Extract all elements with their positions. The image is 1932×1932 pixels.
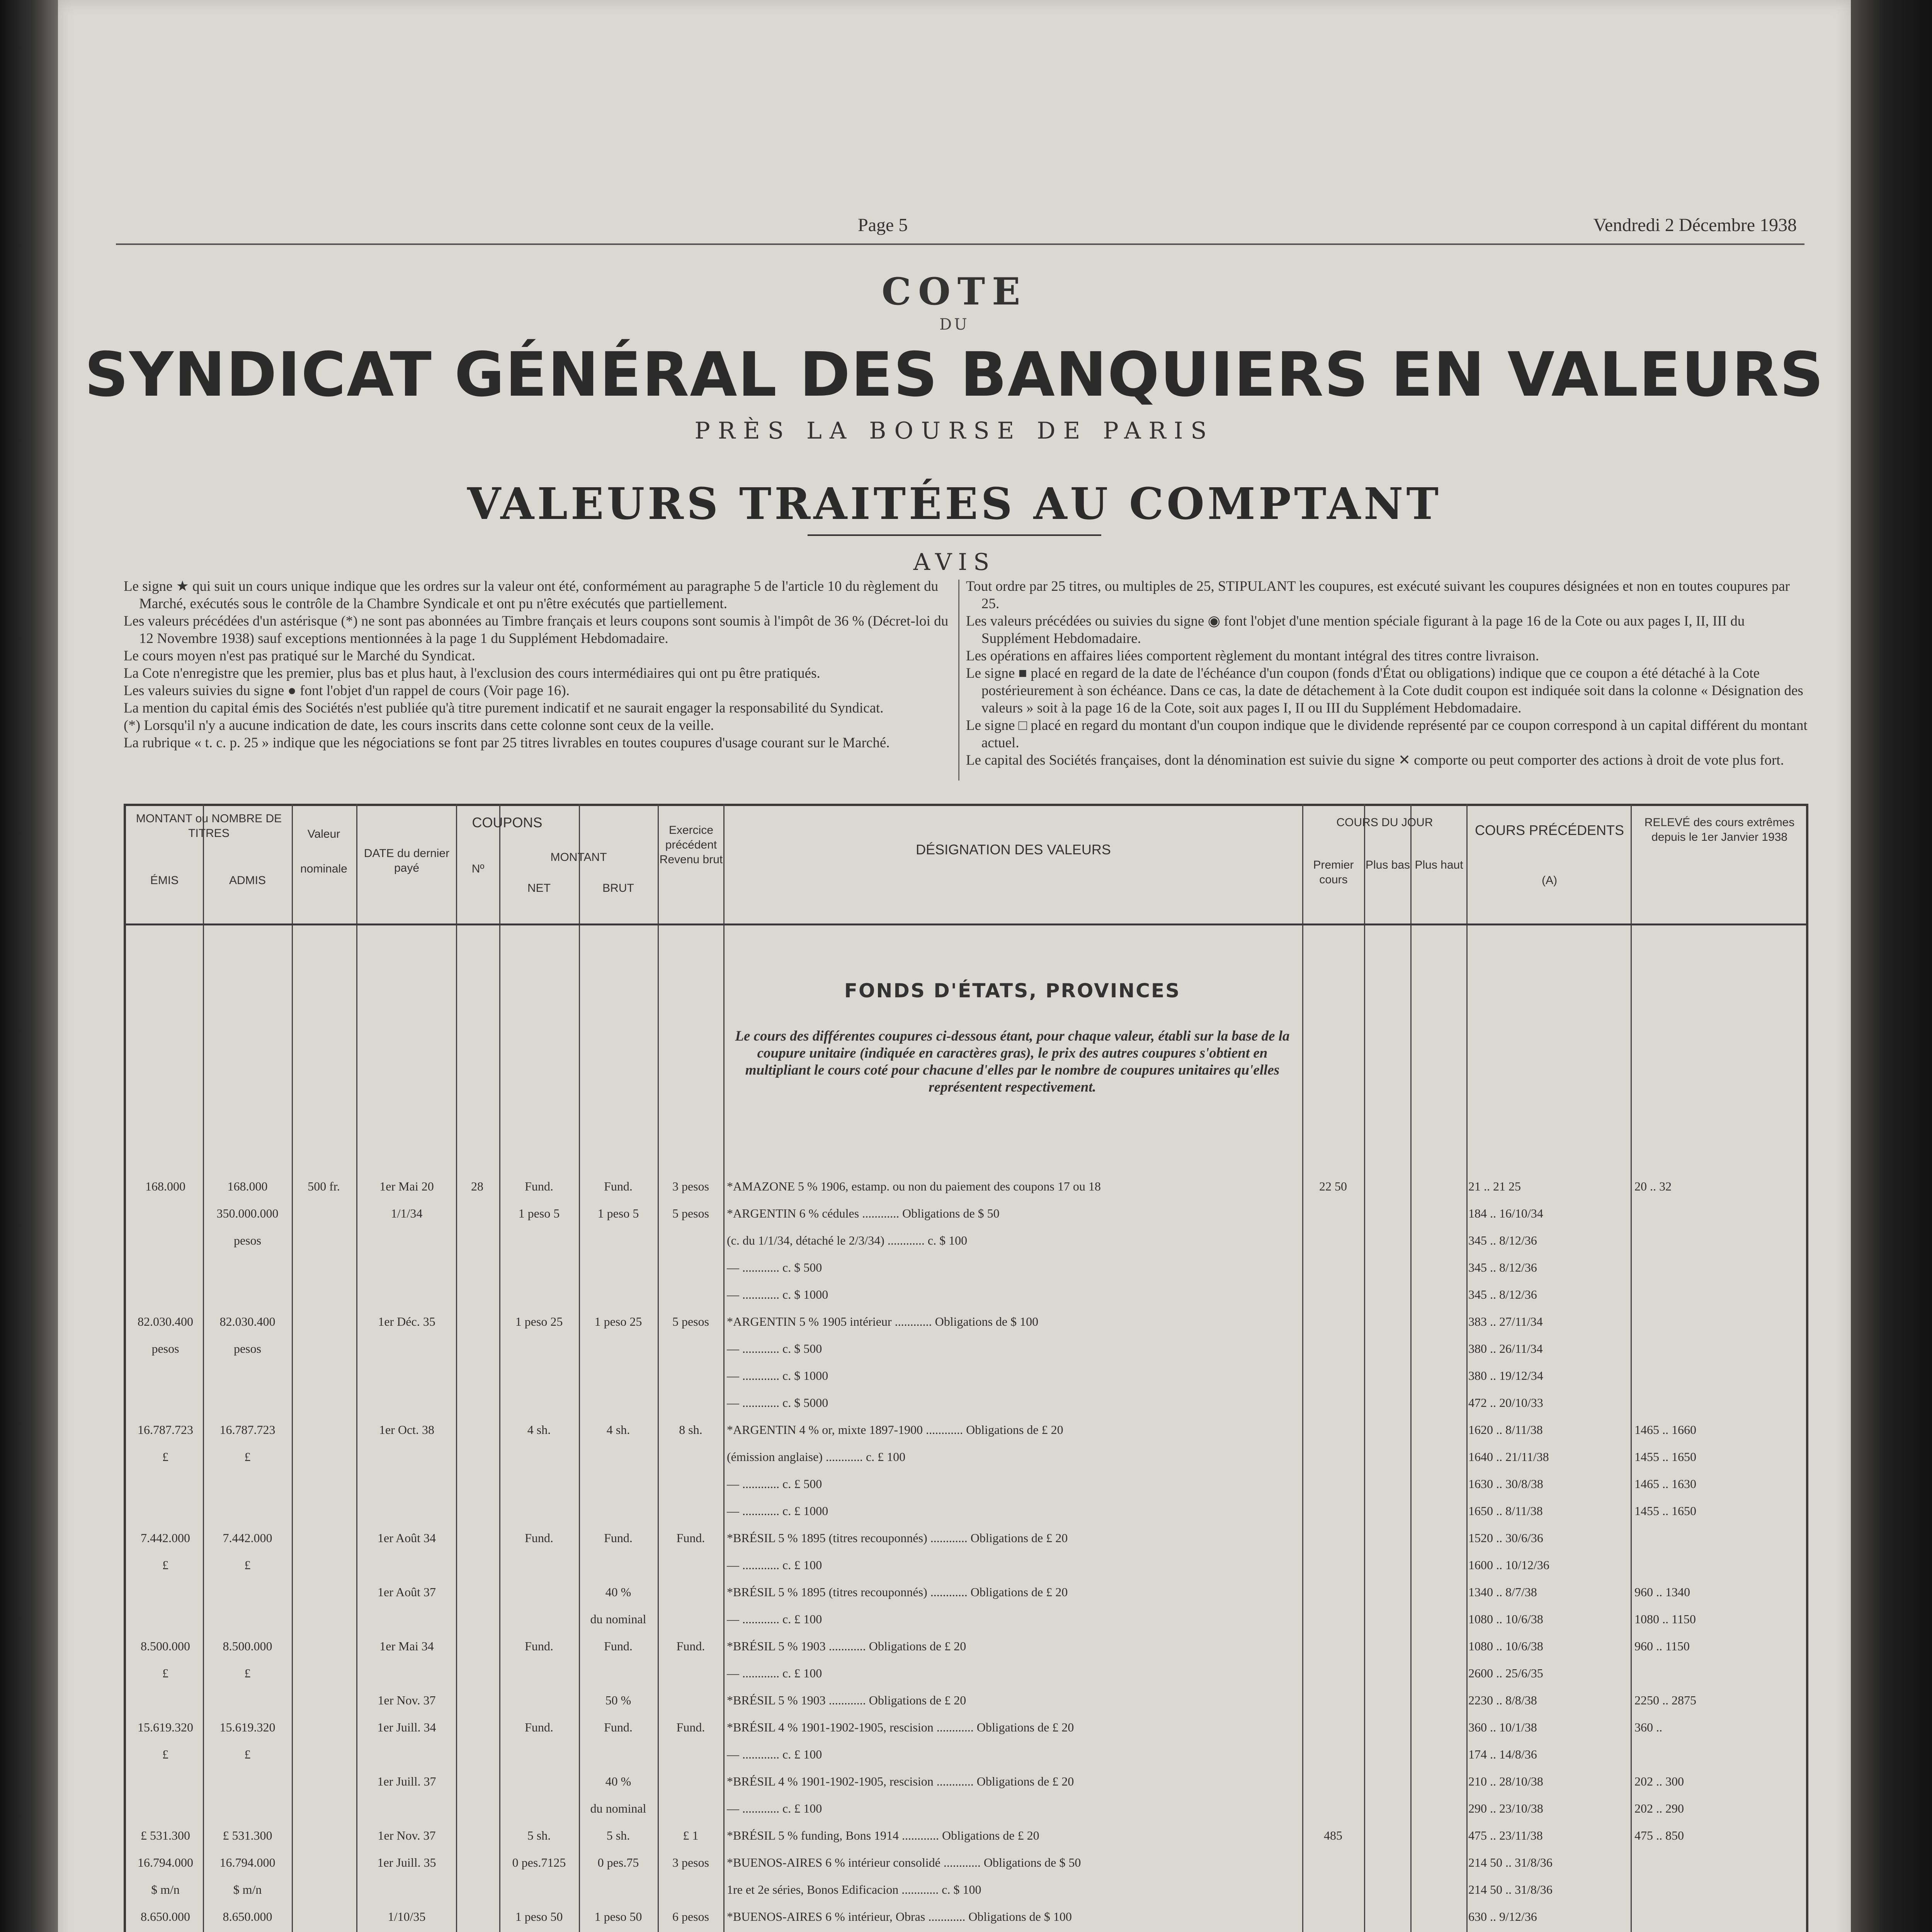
table-row bbox=[58, 1368, 1851, 1395]
cell-releve: 1455 .. 1650 bbox=[1634, 1450, 1696, 1464]
cell-designation: *AMAZONE 5 % 1906, estamp. ou non du paiement des coupons 17 ou 18 bbox=[727, 1179, 1101, 1193]
hdr-nominale: nominale bbox=[300, 862, 347, 875]
page-date: Vendredi 2 Décembre 1938 bbox=[1593, 215, 1797, 235]
cell-admis: 350.000.000 bbox=[216, 1206, 279, 1220]
cell-releve: 960 .. 1340 bbox=[1634, 1585, 1690, 1599]
cell-designation: *BRÉSIL 5 % 1903 ............ Obligations de £ 20 bbox=[727, 1639, 966, 1653]
cell-designation: *ARGENTIN 6 % cédules ............ Obligations de $ 50 bbox=[727, 1206, 1000, 1220]
header-rule bbox=[116, 243, 1804, 245]
cell-date: 1er Mai 20 bbox=[379, 1179, 434, 1193]
avis-paragraph: Les valeurs suivies du signe ● font l'objet d'un rappel de cours (Voir page 16). bbox=[124, 683, 570, 699]
cell-cours-precedents: 21 .. 21 25 bbox=[1468, 1179, 1521, 1193]
cell-designation: — ............ c. £ 100 bbox=[727, 1612, 822, 1626]
cell-revenu: 8 sh. bbox=[679, 1423, 702, 1437]
cell-cours-precedents: 345 .. 8/12/36 bbox=[1468, 1287, 1537, 1301]
cell-revenu: Fund. bbox=[676, 1720, 705, 1734]
cell-designation: — ............ c. $ 1000 bbox=[727, 1287, 828, 1301]
hdr-emis: ÉMIS bbox=[150, 874, 179, 887]
cell-brut: du nominal bbox=[590, 1612, 646, 1626]
running-head bbox=[143, 214, 1797, 242]
table-row bbox=[58, 1611, 1851, 1638]
cell-emis: 7.442.000 bbox=[141, 1531, 190, 1545]
cell-designation: *ARGENTIN 4 % or, mixte 1897-1900 ............ Obligations de £ 20 bbox=[727, 1423, 1063, 1437]
cell-date: 1er Août 34 bbox=[377, 1531, 436, 1545]
table-row bbox=[58, 1422, 1851, 1449]
hdr-plus-bas: Plus bas bbox=[1365, 859, 1410, 871]
cell-premier-cours: 485 bbox=[1324, 1828, 1342, 1842]
cell-admis: pesos bbox=[233, 1233, 262, 1247]
hdr-coupons: COUPONS bbox=[472, 815, 543, 830]
scan-right-edge bbox=[1851, 0, 1932, 1932]
cell-designation: — ............ c. $ 500 bbox=[727, 1342, 822, 1355]
cell-cours-precedents: 184 .. 16/10/34 bbox=[1468, 1206, 1543, 1220]
table-row bbox=[58, 1530, 1851, 1557]
avis-paragraph: Le signe □ placé en regard du montant d'un coupon indique que le dividende représenté par ce coupon correspond à un capital différent du montant actuel. bbox=[966, 718, 1808, 751]
page-number: Page 5 bbox=[858, 215, 908, 235]
cell-emis: 16.794.000 bbox=[138, 1855, 193, 1869]
table-row bbox=[58, 1882, 1851, 1909]
cell-designation: *BRÉSIL 5 % 1895 (titres recouponnés) ............ Obligations de £ 20 bbox=[727, 1531, 1068, 1545]
cell-premier-cours: 22 50 bbox=[1319, 1179, 1347, 1193]
cell-admis: 16.794.000 bbox=[219, 1855, 276, 1869]
cell-net: 1 peso 25 bbox=[515, 1315, 563, 1328]
table-row bbox=[58, 1179, 1851, 1206]
cell-admis: 16.787.723 bbox=[219, 1423, 276, 1437]
table-row bbox=[58, 1233, 1851, 1260]
cell-cours-precedents: 2230 .. 8/8/38 bbox=[1468, 1693, 1537, 1707]
avis-paragraph: Tout ordre par 25 titres, ou multiples de 25, STIPULANT les coupures, est exécuté suivant les coupures désignées et non en toutes coupures par 25. bbox=[966, 578, 1790, 612]
cell-cours-precedents: 1520 .. 30/6/36 bbox=[1468, 1531, 1543, 1545]
section-heading: FONDS D'ÉTATS, PROVINCES bbox=[844, 980, 1181, 1002]
newspaper-page bbox=[58, 0, 1851, 1932]
cell-net: Fund. bbox=[525, 1179, 553, 1193]
avis-right-column bbox=[966, 578, 1808, 769]
cell-admis: £ bbox=[244, 1666, 251, 1680]
hdr-net: NET bbox=[527, 882, 551, 895]
cell-designation: — ............ c. $ 5000 bbox=[727, 1396, 828, 1410]
cell-cours-precedents: 2600 .. 25/6/35 bbox=[1468, 1666, 1543, 1680]
table-row bbox=[58, 1774, 1851, 1801]
avis-paragraph: (*) Lorsqu'il n'y a aucune indication de date, les cours inscrits dans cette colonne sont ceux de la veille. bbox=[124, 718, 714, 733]
cell-releve: 1465 .. 1660 bbox=[1634, 1423, 1696, 1437]
hdr-releve: RELEVÉ des cours extrêmes depuis le 1er Janvier 1938 bbox=[1644, 816, 1795, 844]
cell-date: 1er Oct. 38 bbox=[379, 1423, 435, 1437]
cell-cours-precedents: 472 .. 20/10/33 bbox=[1468, 1396, 1543, 1410]
cell-brut: du nominal bbox=[590, 1801, 646, 1815]
cell-admis: £ bbox=[244, 1747, 251, 1761]
avis-paragraph: Le cours moyen n'est pas pratiqué sur le Marché du Syndicat. bbox=[124, 648, 475, 664]
section-title: VALEURS TRAITÉES AU COMPTANT bbox=[467, 479, 1442, 529]
cell-admis: $ m/n bbox=[233, 1883, 262, 1896]
scan-left-edge bbox=[0, 0, 58, 1932]
avis-paragraph: Les opérations en affaires liées comportent règlement du montant intégral des titres contre livraison. bbox=[966, 648, 1539, 664]
table-row bbox=[58, 1476, 1851, 1503]
cell-emis: £ bbox=[162, 1666, 168, 1680]
title-pres: PRÈS LA BOURSE DE PARIS bbox=[694, 417, 1214, 444]
hdr-premier: Premier cours bbox=[1313, 859, 1354, 886]
cell-net: 4 sh. bbox=[527, 1423, 551, 1437]
title-block bbox=[58, 270, 1851, 536]
hdr-date: DATE du dernier payé bbox=[364, 847, 450, 874]
cell-cours-precedents: 380 .. 19/12/34 bbox=[1468, 1369, 1543, 1383]
cell-releve: 1465 .. 1630 bbox=[1634, 1477, 1696, 1491]
cell-net: 5 sh. bbox=[527, 1828, 551, 1842]
cell-revenu: Fund. bbox=[676, 1639, 705, 1653]
avis-paragraph: La Cote n'enregistre que les premier, plus bas et plus haut, à l'exclusion des cours intermédiaires qui ont pu être pratiqués. bbox=[124, 665, 820, 681]
avis-divider bbox=[958, 580, 959, 781]
avis-paragraph: Le signe ★ qui suit un cours unique indique que les ordres sur la valeur ont été, conformément au paragraphe 5 de l'article 10 du règlement du Marché, exécutés sous le contrôle de la Chambre Syndicale et ont pu n'être exécutés que partiellement. bbox=[124, 578, 939, 612]
title-underline bbox=[808, 534, 1101, 536]
cell-cours-precedents: 1080 .. 10/6/38 bbox=[1468, 1612, 1543, 1626]
cell-designation: (émission anglaise) ............ c. £ 100 bbox=[727, 1450, 906, 1464]
hdr-precedents-note: (A) bbox=[1542, 874, 1557, 887]
cell-releve: 202 .. 290 bbox=[1634, 1801, 1684, 1815]
cell-date: 1er Nov. 37 bbox=[378, 1828, 436, 1842]
avis-paragraph: La mention du capital émis des Sociétés n'est publiée qu'à titre purement indicatif et ne saurait engager la responsabilité du Syndicat. bbox=[124, 700, 884, 716]
cell-brut: 40 % bbox=[605, 1585, 631, 1599]
hdr-designation: DÉSIGNATION DES VALEURS bbox=[916, 842, 1111, 857]
cell-cours-precedents: 1080 .. 10/6/38 bbox=[1468, 1639, 1543, 1653]
avis-heading: AVIS bbox=[913, 549, 996, 576]
cell-cours-precedents: 630 .. 9/12/36 bbox=[1468, 1910, 1537, 1923]
cell-cours-precedents: 1630 .. 30/8/38 bbox=[1468, 1477, 1543, 1491]
cell-designation: *BUENOS-AIRES 6 % intérieur consolidé ............ Obligations de $ 50 bbox=[727, 1855, 1081, 1869]
cell-revenu: 6 pesos bbox=[672, 1910, 709, 1923]
table-row bbox=[58, 1638, 1851, 1665]
cell-admis: £ bbox=[244, 1558, 251, 1572]
cell-designation: — ............ c. £ 1000 bbox=[727, 1504, 828, 1518]
cell-designation: (c. du 1/1/34, détaché le 2/3/34) ............ c. $ 100 bbox=[727, 1233, 968, 1247]
cell-emis: 8.500.000 bbox=[141, 1639, 190, 1653]
cell-brut: Fund. bbox=[604, 1720, 633, 1734]
cell-brut: 0 pes.75 bbox=[597, 1855, 639, 1869]
cell-revenu: 3 pesos bbox=[672, 1179, 709, 1193]
cell-date: 1/10/35 bbox=[388, 1910, 426, 1923]
cell-cours-precedents: 345 .. 8/12/36 bbox=[1468, 1260, 1537, 1274]
cell-releve: 960 .. 1150 bbox=[1634, 1639, 1690, 1653]
hdr-cours-jour: COURS DU JOUR bbox=[1336, 816, 1433, 829]
cell-revenu: 3 pesos bbox=[672, 1855, 709, 1869]
cell-admis: pesos bbox=[233, 1342, 262, 1355]
cell-brut: 1 peso 50 bbox=[594, 1910, 642, 1923]
avis-paragraph: La rubrique « t. c. p. 25 » indique que les négociations se font par 25 titres livrables en toutes coupures d'usage courant sur le Marché. bbox=[124, 735, 890, 751]
quotation-rows bbox=[58, 1179, 1851, 1932]
cell-cours-precedents: 383 .. 27/11/34 bbox=[1468, 1315, 1543, 1328]
cell-brut: Fund. bbox=[604, 1639, 633, 1653]
cell-emis: 8.650.000 bbox=[141, 1910, 190, 1923]
cell-designation: — ............ c. £ 100 bbox=[727, 1666, 822, 1680]
cell-brut: 5 sh. bbox=[606, 1828, 630, 1842]
hdr-admis: ADMIS bbox=[229, 874, 266, 887]
cell-designation: — ............ c. $ 1000 bbox=[727, 1369, 828, 1383]
table-row bbox=[58, 1206, 1851, 1233]
cell-net: Fund. bbox=[525, 1720, 553, 1734]
cell-date: 1er Juill. 34 bbox=[377, 1720, 436, 1734]
table-row bbox=[58, 1692, 1851, 1719]
hdr-montant: MONTANT ou NOMBRE DE TITRES bbox=[136, 812, 282, 840]
hdr-valeur: Valeur bbox=[307, 828, 340, 840]
cell-designation: *BRÉSIL 4 % 1901-1902-1905, rescision ............ Obligations de £ 20 bbox=[727, 1774, 1074, 1788]
table-row bbox=[58, 1341, 1851, 1368]
avis-paragraph: Les valeurs précédées d'un astérisque (*) ne sont pas abonnées au Timbre français et leurs coupons sont soumis à l'impôt de 36 % (Décret-loi du 12 Novembre 1938) sauf exceptions mentionnées à la page 1 du Supplément Hebdomadaire. bbox=[124, 613, 949, 646]
table-row bbox=[58, 1747, 1851, 1774]
hdr-brut: BRUT bbox=[602, 882, 634, 895]
cell-designation: — ............ c. £ 100 bbox=[727, 1558, 822, 1572]
cell-releve: 360 .. bbox=[1634, 1720, 1662, 1734]
table-row bbox=[58, 1557, 1851, 1584]
cell-designation: — ............ c. $ 500 bbox=[727, 1260, 822, 1274]
cell-brut: 40 % bbox=[605, 1774, 631, 1788]
cell-admis: 168.000 bbox=[227, 1179, 268, 1193]
cell-designation: *BRÉSIL 5 % 1895 (titres recouponnés) ............ Obligations de £ 20 bbox=[727, 1585, 1068, 1599]
cell-emis: £ bbox=[162, 1450, 168, 1464]
cell-emis: 82.030.400 bbox=[138, 1315, 193, 1328]
table-row bbox=[58, 1665, 1851, 1692]
cell-brut: Fund. bbox=[604, 1531, 633, 1545]
cell-emis: £ 531.300 bbox=[141, 1828, 190, 1842]
table-row bbox=[58, 1449, 1851, 1476]
cell-date: 1/1/34 bbox=[391, 1206, 423, 1220]
cell-emis: 168.000 bbox=[145, 1179, 185, 1193]
cell-admis: £ bbox=[244, 1450, 251, 1464]
cell-nominal: 500 fr. bbox=[308, 1179, 340, 1193]
cell-admis: 8.650.000 bbox=[223, 1910, 272, 1923]
cell-cours-precedents: 1650 .. 8/11/38 bbox=[1468, 1504, 1543, 1518]
cell-emis: £ bbox=[162, 1558, 168, 1572]
hdr-plus-haut: Plus haut bbox=[1415, 859, 1463, 871]
cell-brut: 4 sh. bbox=[606, 1423, 630, 1437]
cell-cours-precedents: 1620 .. 8/11/38 bbox=[1468, 1423, 1543, 1437]
hdr-no: Nº bbox=[471, 862, 485, 875]
cell-date: 1er Juill. 37 bbox=[377, 1774, 436, 1788]
cell-brut: 1 peso 25 bbox=[594, 1315, 642, 1328]
table-row bbox=[58, 1584, 1851, 1611]
cell-cours-precedents: 214 50 .. 31/8/36 bbox=[1468, 1855, 1553, 1869]
cell-revenu: 5 pesos bbox=[672, 1206, 709, 1220]
cell-emis: £ bbox=[162, 1747, 168, 1761]
cell-designation: — ............ c. £ 500 bbox=[727, 1477, 822, 1491]
cell-designation: *BRÉSIL 4 % 1901-1902-1905, rescision ............ Obligations de £ 20 bbox=[727, 1720, 1074, 1734]
cell-date: 1er Juill. 35 bbox=[377, 1855, 436, 1869]
table-row bbox=[58, 1801, 1851, 1828]
table-header-rule bbox=[124, 923, 1808, 925]
cell-designation: *ARGENTIN 5 % 1905 intérieur ............ Obligations de $ 100 bbox=[727, 1315, 1039, 1328]
cell-cours-precedents: 380 .. 26/11/34 bbox=[1468, 1342, 1543, 1355]
cell-net: Fund. bbox=[525, 1531, 553, 1545]
cell-revenu: 5 pesos bbox=[672, 1315, 709, 1328]
cell-designation: — ............ c. £ 100 bbox=[727, 1747, 822, 1761]
table-row bbox=[58, 1260, 1851, 1287]
cell-releve: 2250 .. 2875 bbox=[1634, 1693, 1696, 1707]
cell-date: 1er Mai 34 bbox=[379, 1639, 434, 1653]
cell-cours-precedents: 174 .. 14/8/36 bbox=[1468, 1747, 1537, 1761]
cell-date: 1er Déc. 35 bbox=[378, 1315, 435, 1328]
cell-releve: 1080 .. 1150 bbox=[1634, 1612, 1696, 1626]
table-row bbox=[58, 1314, 1851, 1341]
cell-cours-precedents: 1600 .. 10/12/36 bbox=[1468, 1558, 1549, 1572]
hdr-exercice: Exercice précédent Revenu brut bbox=[659, 824, 723, 866]
cell-cours-precedents: 475 .. 23/11/38 bbox=[1468, 1828, 1543, 1842]
section-note: Le cours des différentes coupures ci-dessous étant, pour chaque valeur, établi sur la base de la coupure unitaire (indiquée en caractères gras), le prix des autres coupures s'obtient en multipliant le cours coté pour chacune d'elles par le nombre de coupures unitaires qu'elles représentent respectivement. bbox=[735, 1028, 1290, 1095]
cell-net: 1 peso 50 bbox=[515, 1910, 563, 1923]
table-row bbox=[58, 1828, 1851, 1855]
hdr-montant-coupon: MONTANT bbox=[550, 851, 607, 864]
cell-revenu: £ 1 bbox=[683, 1828, 699, 1842]
cell-cours-precedents: 360 .. 10/1/38 bbox=[1468, 1720, 1537, 1734]
cell-date: 1er Nov. 37 bbox=[378, 1693, 436, 1707]
cell-designation: 1re et 2e séries, Bonos Edificacion ............ c. $ 100 bbox=[727, 1883, 981, 1896]
table-row bbox=[58, 1719, 1851, 1747]
cell-releve: 202 .. 300 bbox=[1634, 1774, 1684, 1788]
cell-admis: 7.442.000 bbox=[223, 1531, 272, 1545]
cell-net: 1 peso 5 bbox=[518, 1206, 560, 1220]
cell-designation: *BRÉSIL 5 % funding, Bons 1914 ............ Obligations de £ 20 bbox=[727, 1828, 1039, 1842]
cell-releve: 20 .. 32 bbox=[1634, 1179, 1672, 1193]
title-du: DU bbox=[939, 316, 969, 333]
table-row bbox=[58, 1287, 1851, 1314]
cell-cours-precedents: 290 .. 23/10/38 bbox=[1468, 1801, 1543, 1815]
cell-revenu: Fund. bbox=[676, 1531, 705, 1545]
cell-brut: 1 peso 5 bbox=[597, 1206, 639, 1220]
cell-emis: 16.787.723 bbox=[138, 1423, 193, 1437]
cell-brut: Fund. bbox=[604, 1179, 633, 1193]
avis-left-column bbox=[124, 578, 951, 752]
cell-releve: 475 .. 850 bbox=[1634, 1828, 1684, 1842]
cell-admis: 15.619.320 bbox=[219, 1720, 276, 1734]
cell-admis: 82.030.400 bbox=[219, 1315, 276, 1328]
cell-admis: £ 531.300 bbox=[223, 1828, 272, 1842]
cell-emis: pesos bbox=[151, 1342, 179, 1355]
table-row bbox=[58, 1855, 1851, 1882]
cell-cours-precedents: 1340 .. 8/7/38 bbox=[1468, 1585, 1537, 1599]
cell-emis: $ m/n bbox=[151, 1883, 180, 1896]
cell-cours-precedents: 1640 .. 21/11/38 bbox=[1468, 1450, 1549, 1464]
cell-brut: 50 % bbox=[605, 1693, 631, 1707]
title-main: SYNDICAT GÉNÉRAL DES BANQUIERS EN VALEURS bbox=[84, 339, 1825, 410]
table-row bbox=[58, 1503, 1851, 1530]
cell-emis: 15.619.320 bbox=[138, 1720, 193, 1734]
table-row bbox=[58, 1909, 1851, 1932]
cell-admis: 8.500.000 bbox=[223, 1639, 272, 1653]
avis-paragraph: Les valeurs précédées ou suivies du signe ◉ font l'objet d'une mention spéciale figurant à la page 16 de la Cote ou aux pages I, II, III du Supplément Hebdomadaire. bbox=[966, 613, 1745, 646]
cell-net: 0 pes.7125 bbox=[512, 1855, 566, 1869]
cell-designation: *BUENOS-AIRES 6 % intérieur, Obras ............ Obligations de $ 100 bbox=[727, 1910, 1072, 1923]
table-row bbox=[58, 1395, 1851, 1422]
cell-designation: — ............ c. £ 100 bbox=[727, 1801, 822, 1815]
hdr-precedents: COURS PRÉCÉDENTS bbox=[1475, 822, 1624, 838]
cell-net: Fund. bbox=[525, 1639, 553, 1653]
cell-releve: 1455 .. 1650 bbox=[1634, 1504, 1696, 1518]
cell-coupon-no: 28 bbox=[471, 1179, 483, 1193]
title-cote: COTE bbox=[881, 270, 1027, 313]
avis-paragraph: Le capital des Sociétés françaises, dont la dénomination est suivie du signe ✕ comporte ou peut comporter des actions à droit de vote plus fort. bbox=[966, 752, 1784, 768]
cell-date: 1er Août 37 bbox=[377, 1585, 436, 1599]
cell-designation: *BRÉSIL 5 % 1903 ............ Obligations de £ 20 bbox=[727, 1693, 966, 1707]
cell-cours-precedents: 210 .. 28/10/38 bbox=[1468, 1774, 1543, 1788]
cell-cours-precedents: 214 50 .. 31/8/36 bbox=[1468, 1883, 1553, 1896]
cell-cours-precedents: 345 .. 8/12/36 bbox=[1468, 1233, 1537, 1247]
avis-paragraph: Le signe ■ placé en regard de la date de l'échéance d'un coupon (fonds d'État ou obligations) indique que ce coupon a été détaché à la Cote postérieurement à son échéance. Dans ce cas, la date de détachement à la Cote dudit coupon est indiquée soit dans la colonne « Désignation des valeurs » soit à la page 16 de la Cote, soit aux pages I, II ou III du Supplément Hebdomadaire. bbox=[966, 665, 1803, 716]
